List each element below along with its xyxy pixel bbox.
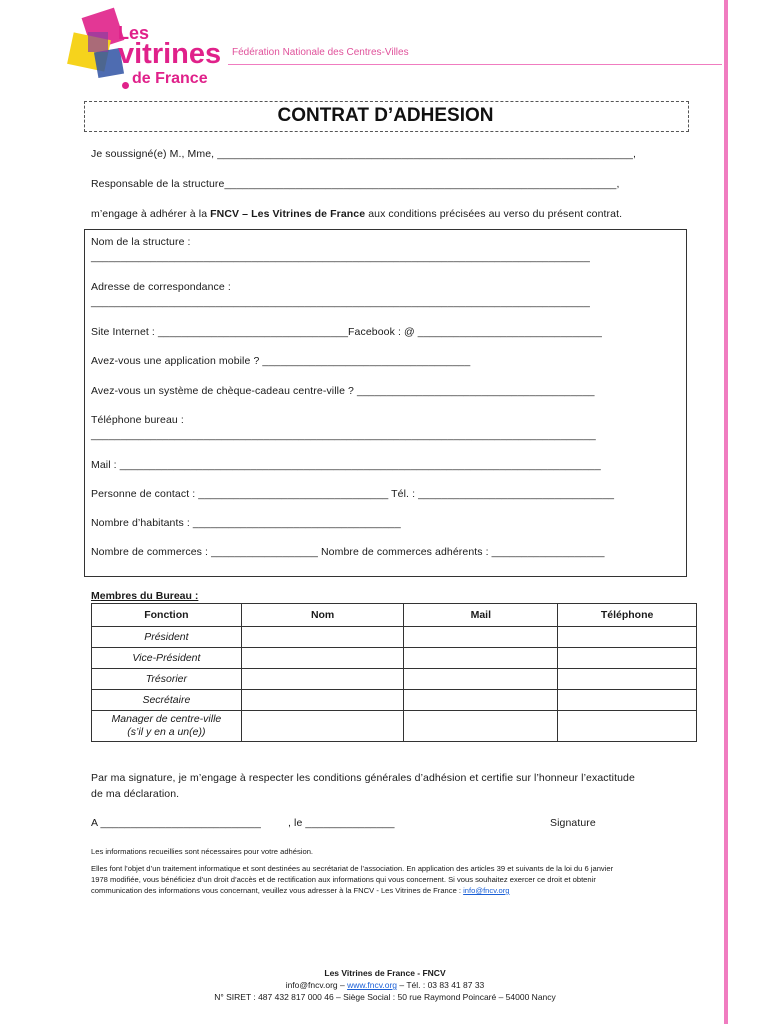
header-telephone: Téléphone bbox=[558, 604, 697, 627]
footer-separator: – bbox=[337, 980, 348, 990]
table-row bbox=[92, 690, 697, 711]
table-row bbox=[92, 627, 697, 648]
page-side-rule bbox=[724, 0, 728, 1024]
table-header-row bbox=[92, 604, 697, 627]
engagement-suffix: aux conditions précisées au verso du présent contrat. bbox=[365, 208, 623, 220]
role-president: Président bbox=[92, 627, 242, 648]
adresse-field[interactable]: ____________________________________________________________________________________ bbox=[91, 296, 590, 308]
header-mail: Mail bbox=[404, 604, 558, 627]
cheque-cadeau-field[interactable]: Avez-vous un système de chèque-cadeau centre-ville ? ________________________________________ bbox=[91, 385, 595, 397]
privacy-line3-text: communication des informations vous concernant, veuillez vous adresser à la FNCV - Les Vitrines de France : bbox=[91, 886, 464, 895]
commerces-field[interactable]: Nombre de commerces : __________________ Nombre de commerces adhérents : ___________________ bbox=[91, 546, 605, 558]
table-row bbox=[92, 648, 697, 669]
cell-nom[interactable] bbox=[241, 627, 404, 648]
cell-telephone[interactable] bbox=[558, 669, 697, 690]
logo-text-les: Les bbox=[118, 23, 150, 43]
members-title: Membres du Bureau : bbox=[91, 590, 199, 602]
role-secretaire: Secrétaire bbox=[92, 690, 242, 711]
privacy-line2: 1978 modifiée, vous bénéficiez d’un droit d’accès et de rectification aux informations qui vous concernent. Si vous souhaitez exercer ce droit et obtenir bbox=[91, 875, 596, 884]
role-manager-line2: (s’il y en a un(e)) bbox=[127, 726, 206, 738]
soussigne-line: Je soussigné(e) M., Mme, ______________________________________________________________________, bbox=[91, 148, 636, 160]
footer-org: Les Vitrines de France - FNCV bbox=[324, 968, 446, 978]
engagement-prefix: m’engage à adhérer à la bbox=[91, 208, 211, 220]
footer-phone: – Tél. : 03 83 41 87 33 bbox=[397, 980, 485, 990]
logo-dot bbox=[122, 82, 129, 89]
role-vice-president: Vice-Président bbox=[92, 648, 242, 669]
cell-telephone[interactable] bbox=[558, 627, 697, 648]
footer-siret: N° SIRET : 487 432 817 000 46 – Siège Social : 50 rue Raymond Poincaré – 54000 Nancy bbox=[214, 992, 556, 1002]
privacy-line1: Elles font l’objet d’un traitement informatique et sont destinées au secrétariat de l’association. En application des articles 39 et suivants de la loi du 6 janvier bbox=[91, 864, 614, 873]
engagement-line bbox=[91, 208, 622, 220]
privacy-line0: Les informations recueillies sont nécessaires pour votre adhésion. bbox=[91, 847, 314, 856]
nom-structure-field[interactable]: ____________________________________________________________________________________ bbox=[91, 251, 590, 263]
adresse-label: Adresse de correspondance : bbox=[91, 281, 231, 293]
responsable-line: Responsable de la structure__________________________________________________________________, bbox=[91, 178, 620, 190]
application-field[interactable]: Avez-vous une application mobile ? ___________________________________ bbox=[91, 355, 471, 367]
cell-nom[interactable] bbox=[241, 648, 404, 669]
cell-nom[interactable] bbox=[241, 690, 404, 711]
signature-date-field[interactable]: , le _______________ bbox=[288, 817, 395, 829]
privacy-email-link[interactable]: info@fncv.org bbox=[463, 886, 510, 895]
mail-field[interactable]: Mail : _________________________________________________________________________________ bbox=[91, 459, 601, 471]
cell-telephone[interactable] bbox=[558, 690, 697, 711]
footer-email[interactable]: info@fncv.org bbox=[285, 980, 338, 990]
cell-mail[interactable] bbox=[404, 648, 558, 669]
table-row bbox=[92, 711, 697, 742]
table-row bbox=[92, 669, 697, 690]
logo-purple-square bbox=[88, 32, 108, 52]
declaration-line2: de ma déclaration. bbox=[91, 788, 180, 800]
role-manager-line1: Manager de centre-ville bbox=[111, 713, 222, 725]
signature-place-field[interactable]: A ___________________________ bbox=[91, 817, 261, 829]
cell-telephone[interactable] bbox=[558, 648, 697, 669]
footer-contact bbox=[0, 980, 770, 990]
cell-mail[interactable] bbox=[404, 711, 558, 742]
page-title: CONTRAT D’ADHESION bbox=[277, 105, 494, 126]
site-facebook-field[interactable]: Site Internet : ________________________________Facebook : @ _______________________________ bbox=[91, 326, 602, 338]
header-nom: Nom bbox=[241, 604, 404, 627]
habitants-field[interactable]: Nombre d’habitants : ___________________________________ bbox=[91, 517, 401, 529]
role-manager bbox=[92, 711, 242, 742]
contact-field[interactable]: Personne de contact : ________________________________ Tél. : _________________________________ bbox=[91, 488, 615, 500]
telephone-field[interactable]: _____________________________________________________________________________________ bbox=[91, 429, 596, 441]
role-tresorier: Trésorier bbox=[92, 669, 242, 690]
logo bbox=[66, 10, 226, 100]
nom-structure-label: Nom de la structure : bbox=[91, 236, 191, 248]
telephone-label: Téléphone bureau : bbox=[91, 414, 184, 426]
cell-mail[interactable] bbox=[404, 627, 558, 648]
privacy-line3 bbox=[91, 886, 510, 895]
members-table bbox=[91, 603, 697, 742]
engagement-org: FNCV – Les Vitrines de France bbox=[210, 208, 366, 220]
header-rule bbox=[228, 64, 722, 65]
signature-label: Signature bbox=[550, 817, 596, 829]
cell-telephone[interactable] bbox=[558, 711, 697, 742]
header-fonction: Fonction bbox=[92, 604, 242, 627]
federation-name: Fédération Nationale des Centres-Villes bbox=[232, 47, 409, 58]
logo-text-de-france: de France bbox=[132, 70, 208, 87]
cell-mail[interactable] bbox=[404, 690, 558, 711]
footer-website-link[interactable]: www.fncv.org bbox=[347, 980, 398, 990]
cell-nom[interactable] bbox=[241, 711, 404, 742]
declaration-line1: Par ma signature, je m’engage à respecter les conditions générales d’adhésion et certifie sur l’honneur l’exactitude bbox=[91, 772, 635, 784]
cell-nom[interactable] bbox=[241, 669, 404, 690]
logo-text-vitrines: vitrines bbox=[118, 38, 222, 70]
cell-mail[interactable] bbox=[404, 669, 558, 690]
